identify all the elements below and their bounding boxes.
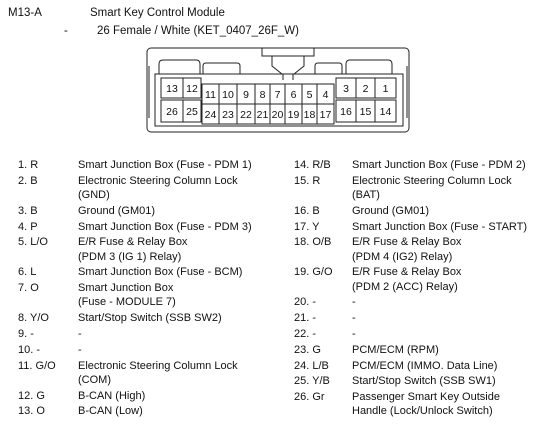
pin-number: 8 bbox=[259, 89, 266, 101]
connector-latch-tab bbox=[315, 63, 342, 74]
pin-description: E/R Fuse & Relay Box bbox=[352, 236, 462, 249]
pin-label: 20. - bbox=[294, 296, 317, 309]
pin-description: (PDM 2 (ACC) Relay) bbox=[352, 280, 458, 293]
pin-description: Smart Junction Box bbox=[78, 282, 174, 295]
pin-number: 19 bbox=[287, 109, 300, 121]
pin-label: 17. Y bbox=[294, 220, 320, 233]
connector-diagram bbox=[0, 0, 535, 140]
pin-description: Handle (Lock/Unlock Switch) bbox=[352, 405, 493, 418]
pin-number: 7 bbox=[274, 89, 281, 101]
pin-description: PCM/ECM (RPM) bbox=[352, 343, 439, 356]
pin-description: (PDM 4 (IG2) Relay) bbox=[352, 250, 453, 263]
pin-label: 10. - bbox=[18, 343, 41, 356]
pin-description: Smart Junction Box (Fuse - PDM 1) bbox=[78, 159, 252, 171]
pin-number: 25 bbox=[186, 106, 198, 118]
pin-description: Smart Junction Box (Fuse - START) bbox=[352, 220, 528, 233]
pin-number: 10 bbox=[222, 89, 234, 101]
pin-label: 19. G/O bbox=[294, 266, 333, 279]
pin-number: 13 bbox=[166, 83, 178, 95]
pin-description: PCM/ECM (IMMO. Data Line) bbox=[352, 359, 498, 372]
pin-label: 12. G bbox=[18, 389, 45, 402]
pin-description: (PDM 3 (IG 1) Relay) bbox=[78, 250, 182, 263]
pin-number: 3 bbox=[343, 83, 349, 95]
pin-description: Start/Stop Switch (SSB SW2) bbox=[78, 312, 222, 325]
pin-description: (COM) bbox=[78, 373, 111, 386]
pin-description: Start/Stop Switch (SSB SW1) bbox=[352, 375, 496, 388]
pin-description: Electronic Steering Column Lock bbox=[78, 359, 238, 372]
pin-description: E/R Fuse & Relay Box bbox=[352, 266, 462, 279]
pin-description: Electronic Steering Column Lock bbox=[352, 174, 512, 187]
pin-description: Smart Junction Box (Fuse - BCM) bbox=[78, 266, 243, 279]
pin-number: 6 bbox=[290, 89, 297, 101]
pin-description: E/R Fuse & Relay Box bbox=[78, 236, 188, 249]
pin-label: 21. - bbox=[294, 312, 317, 325]
pin-number: 9 bbox=[243, 89, 249, 101]
pin-number: 11 bbox=[205, 89, 216, 101]
pin-description: B-CAN (High) bbox=[78, 389, 146, 402]
pin-number: 20 bbox=[271, 109, 284, 121]
pin-number: 1 bbox=[382, 83, 389, 95]
pin-number: 22 bbox=[240, 109, 252, 121]
connector-description: 26 Female / White (KET_0407_26F_W) bbox=[97, 25, 299, 37]
pin-number: 12 bbox=[186, 83, 198, 95]
connector-center-lock bbox=[262, 48, 314, 74]
pin-label: 8. Y/O bbox=[18, 312, 49, 325]
pin-label: 7. O bbox=[18, 282, 39, 295]
header-dash: - bbox=[64, 25, 68, 37]
pin-description: Ground (GM01) bbox=[78, 204, 156, 217]
pin-number: 16 bbox=[340, 106, 352, 118]
pin-number: 24 bbox=[204, 109, 217, 121]
pin-description: (BAT) bbox=[352, 189, 380, 201]
pin-label: 14. R/B bbox=[294, 159, 331, 171]
pin-description: Ground (GM01) bbox=[352, 204, 430, 217]
pin-description: (Fuse - MODULE 7) bbox=[78, 296, 176, 309]
connector-latch-tab bbox=[159, 60, 200, 74]
pin-description: B-CAN (Low) bbox=[78, 405, 143, 418]
pin-label: 15. R bbox=[294, 174, 321, 187]
pin-label: 6. L bbox=[18, 266, 37, 279]
pin-description: - bbox=[78, 343, 82, 356]
pin-description: - bbox=[352, 328, 356, 340]
connector-latch-tab bbox=[203, 63, 240, 74]
pin-label: 4. P bbox=[18, 220, 38, 233]
pin-label: 1. R bbox=[18, 159, 39, 171]
pin-number: 15 bbox=[359, 106, 372, 118]
pin-description: Smart Junction Box (Fuse - PDM 2) bbox=[352, 159, 526, 171]
pin-label: 16. B bbox=[294, 204, 320, 217]
pin-number: 23 bbox=[222, 109, 234, 121]
pin-number: 18 bbox=[303, 109, 316, 121]
pin-label: 3. B bbox=[18, 204, 38, 217]
pin-number: 2 bbox=[362, 83, 369, 95]
pin-label: 2. B bbox=[18, 174, 38, 187]
pin-label: 24. L/B bbox=[294, 359, 329, 372]
pin-label: 25. Y/B bbox=[294, 375, 330, 388]
pin-number: 14 bbox=[379, 106, 392, 118]
pin-label: 18. O/B bbox=[294, 236, 332, 249]
pin-description: Smart Junction Box (Fuse - PDM 3) bbox=[78, 220, 252, 233]
pin-description: Passenger Smart Key Outside bbox=[352, 391, 500, 404]
pin-label: 13. O bbox=[18, 405, 45, 418]
pin-label: 5. L/O bbox=[18, 236, 48, 249]
pin-label: 26. Gr bbox=[294, 391, 325, 404]
pin-number: 5 bbox=[306, 89, 313, 101]
module-name: Smart Key Control Module bbox=[90, 7, 225, 19]
pin-label: 23. G bbox=[294, 343, 321, 356]
pin-label: 9. - bbox=[18, 328, 34, 340]
pin-description: Electronic Steering Column Lock bbox=[78, 174, 238, 187]
pin-number: 21 bbox=[256, 109, 269, 121]
pin-number: 26 bbox=[166, 106, 178, 118]
connector-latch-tab bbox=[346, 60, 392, 74]
connector-id: M13-A bbox=[8, 7, 42, 19]
pin-label: 22. - bbox=[294, 328, 317, 340]
pin-label: 11. G/O bbox=[18, 359, 56, 372]
pin-description: - bbox=[78, 328, 82, 340]
pin-number: 4 bbox=[322, 89, 329, 101]
pin-description: (GND) bbox=[78, 189, 110, 201]
pin-description: - bbox=[352, 312, 356, 325]
pin-description: - bbox=[352, 296, 356, 309]
pin-number: 17 bbox=[319, 109, 332, 121]
